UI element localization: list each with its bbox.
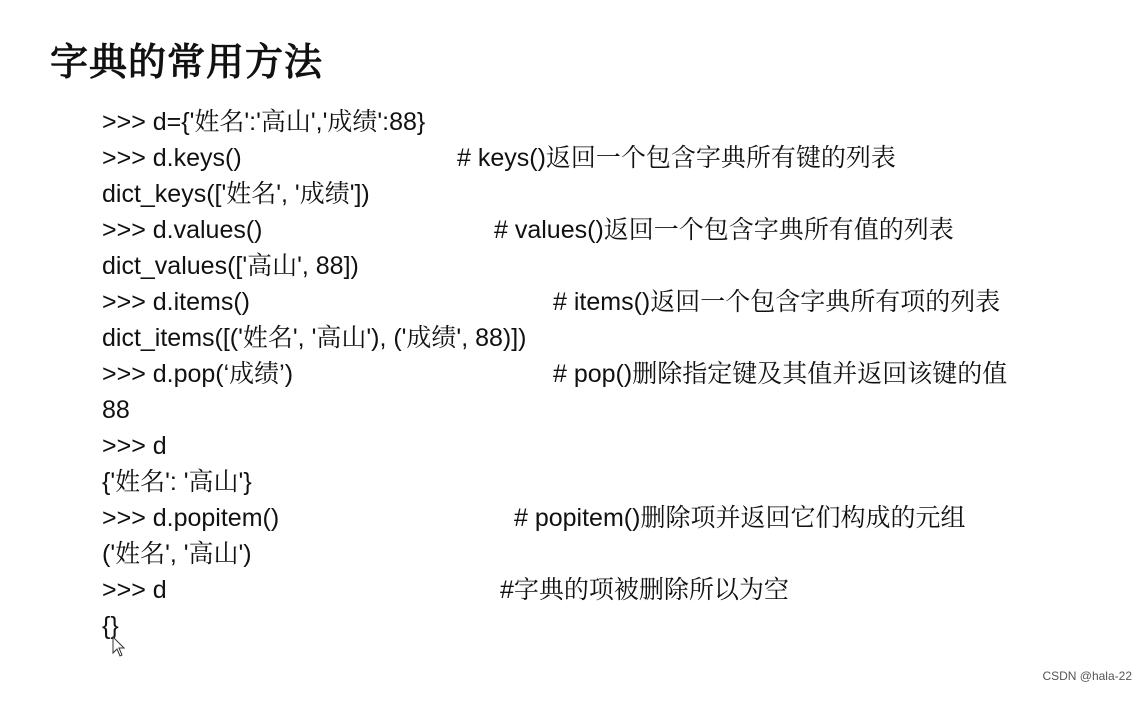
code-comment: # values()返回一个包含字典所有值的列表 — [494, 216, 954, 244]
code-text: {} — [102, 612, 119, 640]
code-line — [102, 284, 1102, 320]
code-line — [102, 392, 1102, 428]
code-text: >>> d.pop(‘成绩’) — [102, 360, 294, 388]
code-line — [102, 248, 1102, 284]
code-line — [102, 572, 1102, 608]
code-line — [102, 212, 1102, 248]
code-text: >>> d — [102, 432, 167, 460]
slide-title: 字典的常用方法 — [50, 40, 324, 84]
watermark: CSDN @hala-22 — [1042, 669, 1132, 683]
code-line — [102, 140, 1102, 176]
code-line — [102, 464, 1102, 500]
mouse-pointer-icon — [112, 636, 126, 658]
code-text: ('姓名', '高山') — [102, 540, 252, 568]
code-text: >>> d.items() — [102, 288, 250, 316]
code-text: dict_values(['高山', 88]) — [102, 252, 359, 280]
code-line — [102, 608, 1102, 644]
code-text: dict_items([('姓名', '高山'), ('成绩', 88)]) — [102, 324, 527, 352]
code-text: >>> d.popitem() — [102, 504, 280, 532]
code-line — [102, 176, 1102, 212]
code-comment: # pop()删除指定键及其值并返回该键的值 — [553, 360, 1008, 388]
code-text: 88 — [102, 396, 130, 424]
code-comment: # keys()返回一个包含字典所有键的列表 — [457, 144, 896, 172]
code-comment: # items()返回一个包含字典所有项的列表 — [553, 288, 1001, 316]
code-text: >>> d — [102, 576, 167, 604]
code-line — [102, 428, 1102, 464]
code-listing — [102, 104, 1102, 644]
code-comment: #字典的项被删除所以为空 — [500, 576, 789, 604]
code-line — [102, 500, 1102, 536]
code-text: >>> d={'姓名':'高山','成绩':88} — [102, 108, 426, 136]
code-line — [102, 320, 1102, 356]
code-line — [102, 356, 1102, 392]
code-text: dict_keys(['姓名', '成绩']) — [102, 180, 370, 208]
code-comment: # popitem()删除项并返回它们构成的元组 — [514, 504, 966, 532]
code-text: {'姓名': '高山'} — [102, 468, 252, 496]
code-text: >>> d.values() — [102, 216, 263, 244]
code-text: >>> d.keys() — [102, 144, 242, 172]
code-line — [102, 536, 1102, 572]
code-line — [102, 104, 1102, 140]
